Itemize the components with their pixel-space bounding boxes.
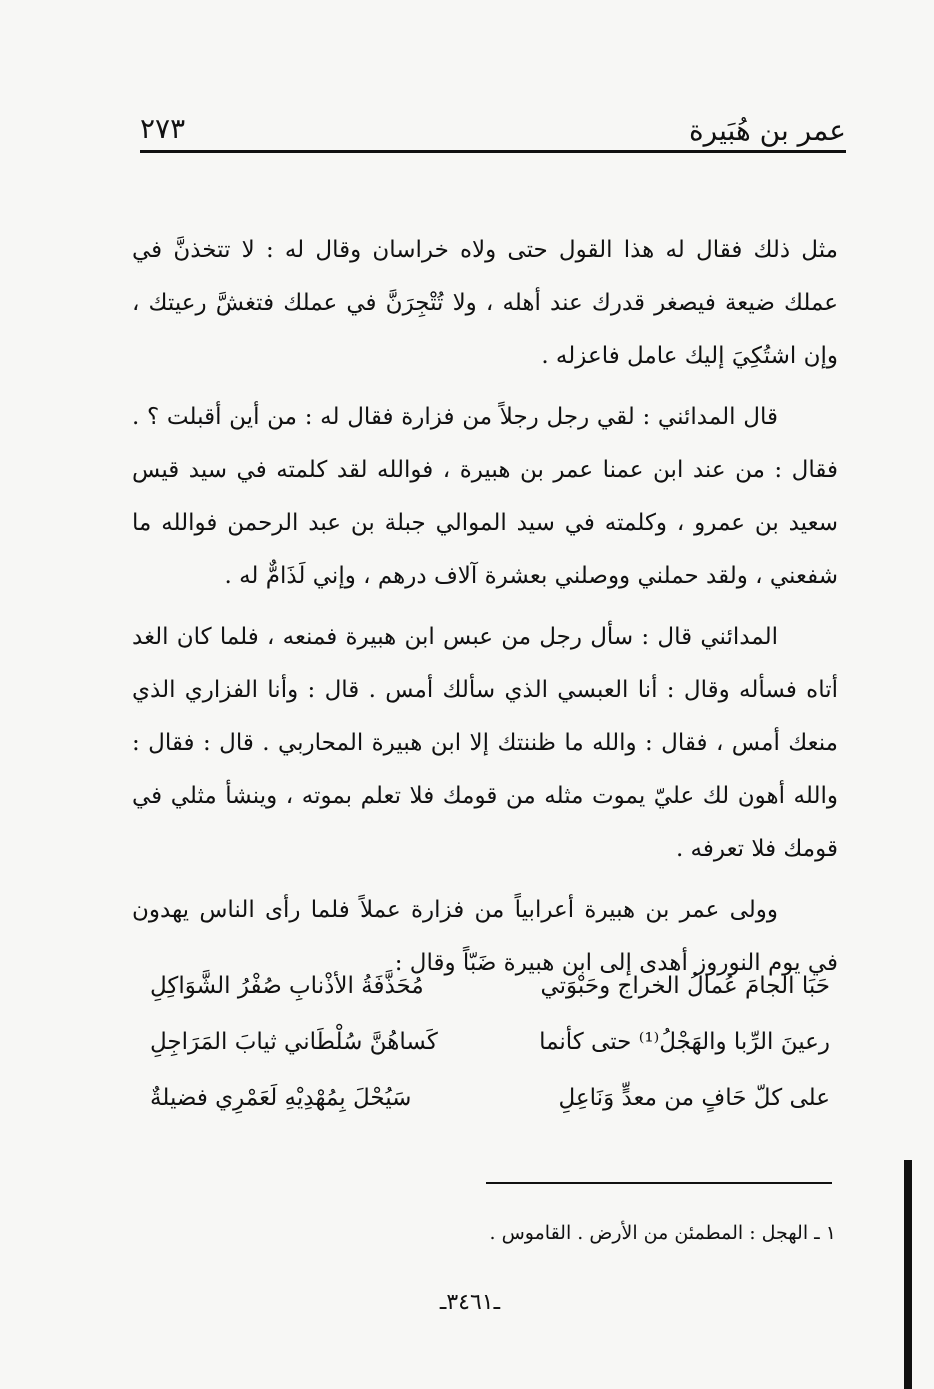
- verse-first-hemistich: حَبَا الجامَ عُمالُ الخراج وحَبْوَتي: [540, 973, 830, 999]
- page-header: [140, 108, 846, 152]
- poem: [150, 958, 830, 1126]
- folio-number: ـ٣٤٦١ـ: [439, 1290, 501, 1315]
- footnote: ١ ـ الهجل : المطمئن من الأرض . القاموس .: [489, 1222, 836, 1244]
- poem-verse: [150, 1014, 830, 1070]
- verse-second-hemistich: سَيُحْلَ بِمُهْدِيْهِ لَعَمْرِي فضيلةٌ: [150, 1085, 412, 1111]
- paragraph-2: قال المدائني : لقي رجل رجلاً من فزارة فقال له : من أين أقبلت ؟ . فقال : من عند ابن عمنا عمر بن هبيرة ، فوالله لقد كلمته في سيد قيس سعيد بن عمرو ، وكلمته في سيد الموالي جبلة بن عبد الرحمن فوالله ما شفعني ، ولقد حملني ووصلني بعشرة آلاف درهم ، وإني لَذَامٌّ له .: [132, 404, 838, 589]
- paragraph-3: المدائني قال : سأل رجل من عبس ابن هبيرة فمنعه ، فلما كان الغد أتاه فسأله وقال : أنا العبسي الذي سألك أمس . قال : وأنا الفزاري الذي منعك أمس ، فقال : والله ما ظننتك إلا ابن هبيرة المحاربي . قال : فقال : والله أهون لك عليّ يموت مثله من قومك فلا تعلم بموته ، وينشأ مثلي في قومك فلا تعرفه .: [132, 624, 838, 862]
- paragraph-1: مثل ذلك فقال له هذا القول حتى ولاه خراسان وقال له : لا تتخذنَّ في عملك ضيعة فيصغر قدرك عند أهله ، ولا تُتْجِرَنَّ في عملك فتغشَّ رعيتك ، وإن اشتُكِيَ إليك عامل فاعزله .: [132, 237, 838, 369]
- header-rule: [140, 150, 846, 153]
- paragraph-4: وولى عمر بن هبيرة أعرابياً من فزارة عملاً فلما رأى الناس يهدون في يوم النوروز أهدى إلى ابن هبيرة ضَبّاً وقال :: [132, 897, 838, 976]
- page-number: ٢٧٣: [140, 112, 186, 145]
- verse-first-hemistich: على كلّ حَافٍ من معدٍّ وَنَاعِلِ: [558, 1085, 830, 1111]
- body-text: [132, 224, 838, 998]
- poem-verse: [150, 958, 830, 1014]
- verse-second-hemistich: مُحَذَّفَةُ الأذْنابِ صُفْرُ الشَّوَاكِلِ: [150, 973, 424, 999]
- footnote-rule: [486, 1182, 832, 1184]
- poem-verse: [150, 1070, 830, 1126]
- scan-edge-shadow: [904, 1160, 912, 1389]
- running-title: عمر بن هُبَيرة: [688, 114, 846, 147]
- verse-first-hemistich: رعينَ الرِّبا والهَجْلُ⁽¹⁾ حتى كأنما: [539, 1029, 830, 1055]
- verse-second-hemistich: كَساهُنَّ سُلْطَاني ثيابَ المَرَاجِلِ: [150, 1029, 438, 1055]
